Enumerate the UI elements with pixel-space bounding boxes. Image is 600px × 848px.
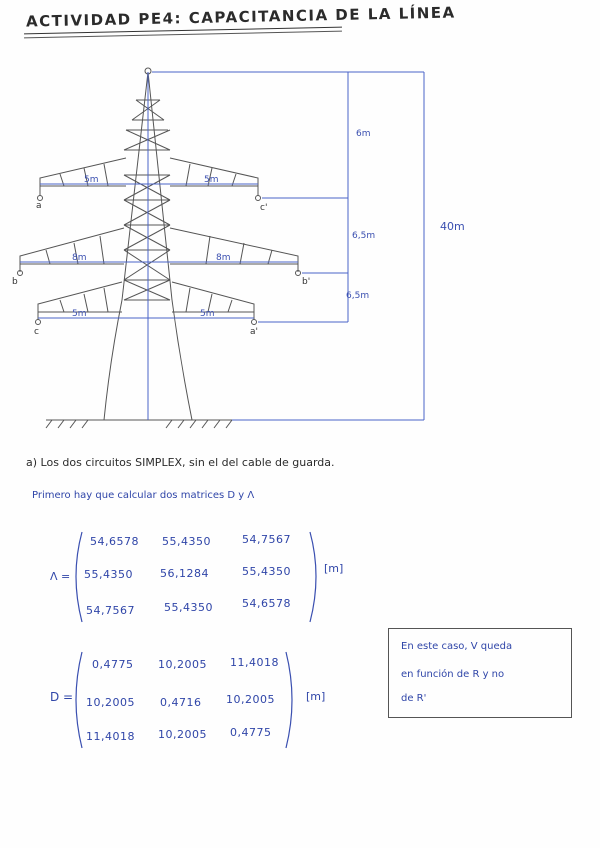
total-height-label: 40m [440,220,465,233]
matrix-cell: 55,4350 [162,535,211,548]
conductor-b-prime-label: b' [302,277,311,287]
matrix-cell: 0,4716 [160,696,202,709]
conductor-a-label: a [36,201,42,211]
matrix-cell: 54,7567 [86,604,135,617]
note-line: de R' [401,693,427,704]
section-a-heading: a) Los dos circuitos SIMPLEX, sin el del cable de guarda. [26,456,335,469]
dim-top-label: 6m [356,129,371,139]
d-unit: [m] [306,690,326,703]
ground-hatching [46,420,232,428]
note-line: En este caso, V queda [401,641,513,652]
matrix-cell: 55,4350 [84,568,133,581]
arm-low-left-label: 5m [72,309,87,319]
matrix-cell: 54,6578 [242,597,291,610]
arm-top-right-label: 5m [204,175,219,185]
arm-low-right-label: 5m [200,309,215,319]
matrix-cell: 11,4018 [230,656,279,669]
page-title: ACTIVIDAD PE4: CAPACITANCIA DE LA LÍNEA [25,3,456,31]
intro-text: Primero hay que calcular dos matrices D y Λ [32,490,255,501]
dim-low-label: 6,5m [346,291,370,301]
matrix-cell: 55,4350 [164,601,213,614]
conductor-c-prime-label: c' [260,203,268,213]
matrix-cell: 0,4775 [230,726,272,739]
matrix-cell: 54,7567 [242,533,291,546]
matrix-cell: 56,1284 [160,567,209,580]
matrix-cell: 10,2005 [86,696,135,709]
matrix-cell: 54,6578 [90,535,139,548]
conductor-a-prime-label: a' [250,327,258,337]
matrix-cell: 10,2005 [226,693,275,706]
conductor-c-label: c [34,327,39,337]
lambda-unit: [m] [324,562,344,575]
d-label: D = [50,690,74,704]
arm-mid-right-label: 8m [216,253,231,263]
lambda-label: Λ = [50,570,71,583]
dim-mid-label: 6,5m [352,231,376,241]
matrix-cell: 55,4350 [242,565,291,578]
matrix-cell: 11,4018 [86,730,135,743]
note-box [388,628,572,718]
arm-mid-left-label: 8m [72,253,87,263]
matrix-cell: 10,2005 [158,658,207,671]
matrix-cell: 10,2005 [158,728,207,741]
matrix-cell: 0,4775 [92,658,134,671]
arm-top-left-label: 5m [84,175,99,185]
note-line: en función de R y no [401,669,505,680]
conductor-b-label: b [12,277,18,287]
